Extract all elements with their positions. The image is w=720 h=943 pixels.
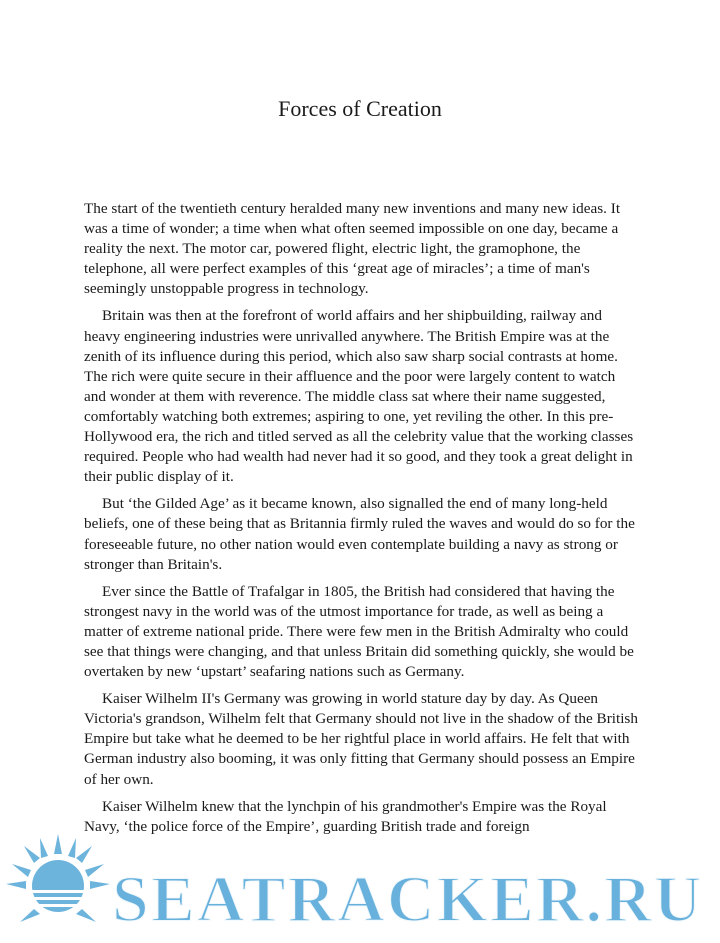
page-title: Forces of Creation (278, 96, 442, 121)
watermark-text: SEATRACKER.RU (112, 863, 704, 936)
body-text (84, 199, 640, 844)
paragraph-5: Kaiser Wilhelm II's Germany was growing in world stature day by day. As Queen Victoria's grandson, Wilhelm felt that Germany should not live in the shadow of the British Empire but take what he deemed to be her rightful place in world affairs. He felt that with German industry also booming, it was only fitting that Germany should possess an Empire of her own. (84, 690, 638, 788)
paragraph-1: The start of the twentieth century heralded many new inventions and many new ideas. It was a time of wonder; a time when what often seemed impossible on one day, became a reality the next. The motor car, powered flight, electric light, the gramophone, the telephone, all were perfect examples of this ‘great age of miracles’; a time of man's seemingly unstoppable progress in technology. (84, 200, 621, 298)
paragraph-3: But ‘the Gilded Age’ as it became known, also signalled the end of many long-held beliefs, one of these being that as Britannia firmly ruled the waves and would do so for the foreseeable future, no other nation would even contemplate building a navy as strong or stronger than Britain's. (84, 495, 635, 573)
paragraph-4: Ever since the Battle of Trafalgar in 1805, the British had considered that having the strongest navy in the world was of the utmost importance for trade, as well as being a matter of extreme national pride. There were few men in the British Admiralty who could see that things were changing, and that unless Britain did something quickly, she would be overtaken by new ‘upstart’ seafaring nations such as Germany. (84, 582, 634, 681)
paragraph-2: Britain was then at the forefront of world affairs and her shipbuilding, railway and heavy engineering industries were unrivalled anywhere. The British Empire was at the zenith of its influence during this period, which also saw sharp social contrasts at home. The rich were quite secure in their affluence and the poor were largely content to watch and wonder at them with reverence. The middle class sat where their name suggested, comfortably watching both extremes; aspiring to one, yet reviling the other. In this pre-Hollywood era, the rich and titled served as all the celebrity value that the working classes required. People who had wealth had never had it so good, and they took a great delight in their public display of it. (84, 307, 634, 486)
paragraph-6: Kaiser Wilhelm knew that the lynchpin of his grandmother's Empire was the Royal Navy, ‘the police force of the Empire’, guarding British trade and foreign (84, 797, 607, 835)
